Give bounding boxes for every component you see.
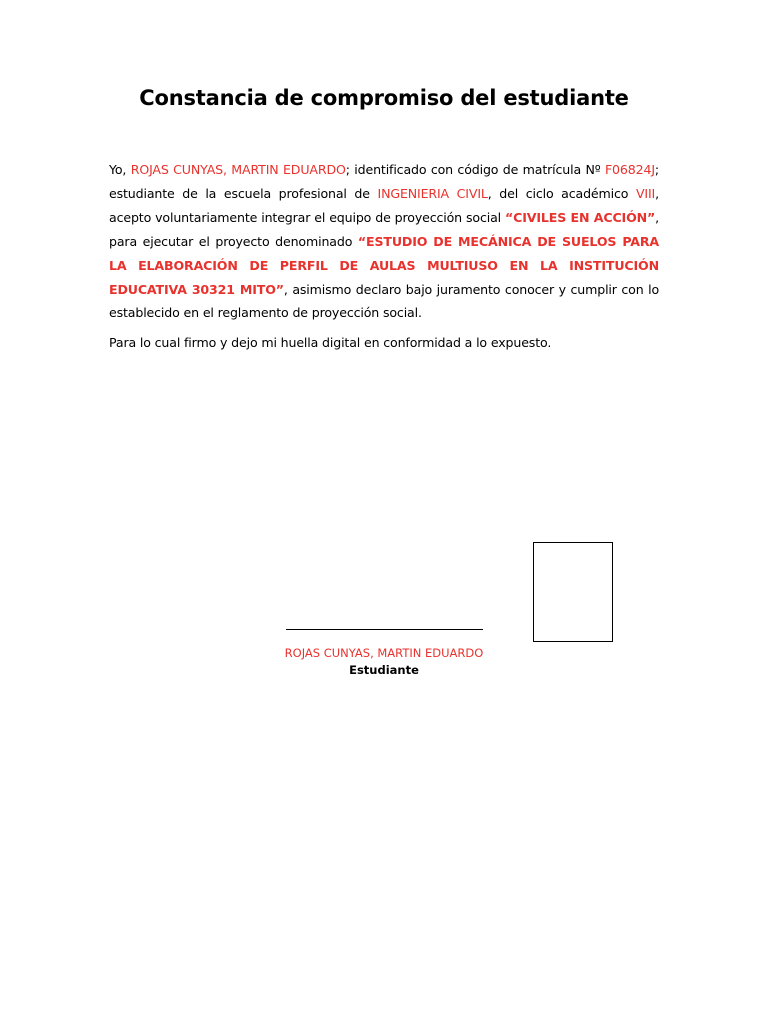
student-name: ROJAS CUNYAS, MARTIN EDUARDO [130, 162, 346, 177]
academic-cycle: VIII [635, 185, 656, 201]
body-text: , asimismo declaro bajo juramento conocer y cumplir con lo establecido en el reglamento de proyección social. [109, 281, 660, 321]
body-text: , del ciclo académico [487, 185, 636, 201]
signature-line [286, 629, 483, 630]
school-name: INGENIERIA CIVIL [377, 185, 488, 201]
closing-statement: Para lo cual firmo y dejo mi huella digital en conformidad a lo expuesto. [109, 335, 552, 350]
enrollment-code: F06824J [604, 162, 655, 177]
document-title: Constancia de compromiso del estudiante [139, 86, 629, 110]
project-name: “ESTUDIO DE MECÁNICA DE SUELOS PARA LA ELABORACIÓN DE PERFIL DE AULAS MULTIUSO EN LA INSTITUCIÓN EDUCATIVA 30321 MITO” [109, 233, 659, 297]
signatory-role: Estudiante [349, 663, 419, 677]
body-text: ; estudiante de la escuela profesional de [109, 162, 660, 201]
signatory-name: ROJAS CUNYAS, MARTIN EDUARDO [284, 646, 484, 660]
body-text: Yo, [109, 162, 131, 177]
body-text: ; identificado con código de matrícula Nº [345, 162, 605, 177]
team-name: “CIVILES EN ACCIÓN” [505, 209, 656, 225]
fingerprint-box [533, 542, 613, 642]
body-text: , acepto voluntariamente integrar el equipo de proyección social [109, 185, 659, 225]
commitment-paragraph [109, 158, 659, 325]
body-text: , para ejecutar el proyecto denominado [109, 209, 660, 249]
